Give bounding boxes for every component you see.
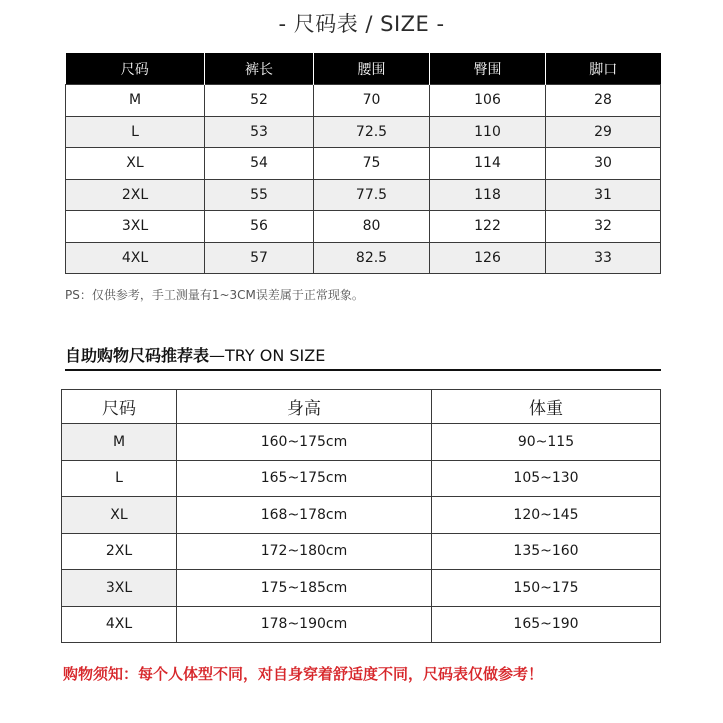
table-row — [66, 85, 661, 117]
table-cell: 106 — [430, 85, 546, 117]
table-cell: 53 — [205, 116, 314, 148]
table-cell: M — [62, 424, 177, 461]
table-cell: 80 — [314, 211, 430, 243]
column-header-size: 尺码 — [62, 390, 177, 424]
recommend-heading — [65, 343, 325, 366]
table-cell: 4XL — [62, 606, 177, 643]
table-cell: M — [66, 85, 205, 117]
table-cell: 29 — [546, 116, 661, 148]
table-cell: 28 — [546, 85, 661, 117]
ps-note: PS：仅供参考，手工测量有1~3CM误差属于正常现象。 — [65, 288, 364, 302]
table-cell: 126 — [430, 242, 546, 274]
table-row — [66, 242, 661, 274]
table-cell: L — [62, 460, 177, 497]
heading-divider — [65, 369, 661, 371]
table-row — [62, 606, 661, 643]
table-cell: 114 — [430, 148, 546, 180]
table-cell: 72.5 — [314, 116, 430, 148]
recommend-heading-english: —TRY ON SIZE — [209, 346, 326, 365]
table-cell: 118 — [430, 179, 546, 211]
table-cell: 90~115 — [432, 424, 661, 461]
table-row — [66, 211, 661, 243]
table-cell: 2XL — [62, 533, 177, 570]
recommend-table-header-row — [62, 390, 661, 424]
column-header-waist: 腰围 — [314, 53, 430, 85]
size-table — [65, 53, 661, 274]
table-cell: 2XL — [66, 179, 205, 211]
table-cell: 54 — [205, 148, 314, 180]
column-header-hip: 臀围 — [430, 53, 546, 85]
table-cell: 56 — [205, 211, 314, 243]
table-row — [62, 424, 661, 461]
table-cell: XL — [66, 148, 205, 180]
column-header-weight: 体重 — [432, 390, 661, 424]
recommend-heading-bold: 自助购物尺码推荐表 — [65, 346, 210, 365]
recommend-table — [61, 389, 661, 643]
column-header-height: 身高 — [177, 390, 432, 424]
table-cell: 30 — [546, 148, 661, 180]
column-header-size: 尺码 — [66, 53, 205, 85]
table-cell: 75 — [314, 148, 430, 180]
table-cell: 175~185cm — [177, 570, 432, 607]
table-cell: 32 — [546, 211, 661, 243]
table-cell: 165~190 — [432, 606, 661, 643]
table-cell: 122 — [430, 211, 546, 243]
table-cell: 3XL — [62, 570, 177, 607]
page-title: - 尺码表 / SIZE - — [278, 12, 445, 36]
size-table-header-row — [66, 53, 661, 85]
table-cell: 77.5 — [314, 179, 430, 211]
table-cell: 160~175cm — [177, 424, 432, 461]
table-cell: 120~145 — [432, 497, 661, 534]
table-row — [62, 570, 661, 607]
table-cell: L — [66, 116, 205, 148]
table-cell: 31 — [546, 179, 661, 211]
table-cell: 178~190cm — [177, 606, 432, 643]
table-row — [62, 460, 661, 497]
shopping-notice: 购物须知：每个人体型不同，对自身穿着舒适度不同，尺码表仅做参考！ — [63, 665, 544, 683]
table-cell: 135~160 — [432, 533, 661, 570]
table-row — [66, 179, 661, 211]
table-cell: 150~175 — [432, 570, 661, 607]
column-header-hem: 脚口 — [546, 53, 661, 85]
table-cell: 3XL — [66, 211, 205, 243]
table-row — [62, 497, 661, 534]
table-cell: 4XL — [66, 242, 205, 274]
table-row — [62, 533, 661, 570]
table-cell: 52 — [205, 85, 314, 117]
table-cell: 70 — [314, 85, 430, 117]
table-cell: 57 — [205, 242, 314, 274]
table-cell: XL — [62, 497, 177, 534]
table-cell: 33 — [546, 242, 661, 274]
table-cell: 168~178cm — [177, 497, 432, 534]
table-cell: 55 — [205, 179, 314, 211]
table-cell: 172~180cm — [177, 533, 432, 570]
column-header-length: 裤长 — [205, 53, 314, 85]
table-row — [66, 116, 661, 148]
table-cell: 82.5 — [314, 242, 430, 274]
table-row — [66, 148, 661, 180]
table-cell: 110 — [430, 116, 546, 148]
table-cell: 105~130 — [432, 460, 661, 497]
table-cell: 165~175cm — [177, 460, 432, 497]
